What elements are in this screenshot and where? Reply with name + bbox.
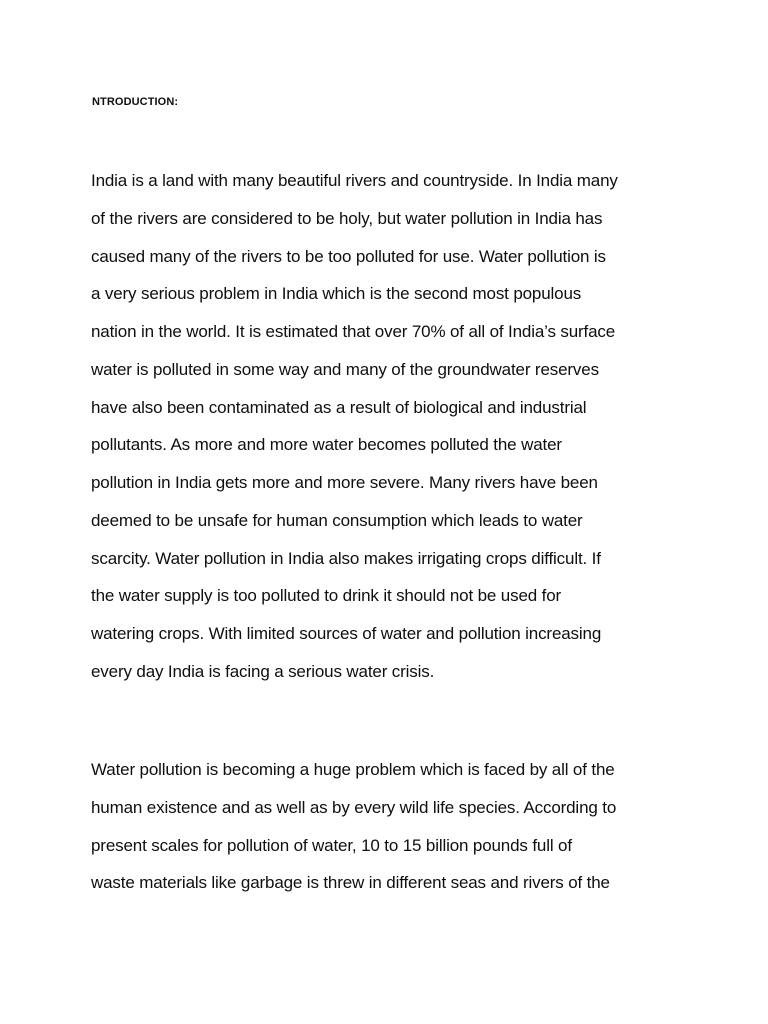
paragraph-line: pollution in India gets more and more severe. Many rivers have been bbox=[91, 473, 598, 492]
paragraph-2 bbox=[91, 759, 691, 910]
paragraph-line: waste materials like garbage is threw in different seas and rivers of the bbox=[91, 873, 610, 893]
paragraph-line: Water pollution is becoming a huge problem which is faced by all of the bbox=[91, 760, 615, 779]
paragraph-line: scarcity. Water pollution in India also makes irrigating crops difficult. If bbox=[91, 548, 601, 568]
paragraph-line: pollutants. As more and more water becomes polluted the water bbox=[91, 435, 562, 455]
paragraph-line: every day India is facing a serious water crisis. bbox=[91, 661, 435, 681]
paragraph-line: India is a land with many beautiful rivers and countryside. In India many bbox=[91, 171, 618, 190]
paragraph-line: a very serious problem in India which is the second most populous bbox=[91, 284, 582, 304]
paragraph-line: of the rivers are considered to be holy, but water pollution in India has bbox=[91, 208, 603, 228]
paragraph-line: the water supply is too polluted to drink it should not be used for bbox=[91, 586, 562, 606]
paragraph-line: present scales for pollution of water, 10 to 15 billion pounds full of bbox=[91, 835, 572, 855]
paragraph-line: have also been contaminated as a result of biological and industrial bbox=[91, 397, 587, 417]
paragraph-1 bbox=[91, 170, 691, 699]
paragraph-line: caused many of the rivers to be too polluted for use. Water pollution is bbox=[91, 246, 606, 266]
paragraph-line: nation in the world. It is estimated that over 70% of all of India’s surface bbox=[91, 322, 616, 341]
paragraph-line: water is polluted in some way and many of the groundwater reserves bbox=[91, 359, 599, 379]
paragraph-line: human existence and as well as by every wild life species. According to bbox=[91, 797, 617, 817]
paragraph-line: watering crops. With limited sources of water and pollution increasing bbox=[91, 624, 602, 643]
document-heading: NTRODUCTION: bbox=[92, 96, 179, 108]
paragraph-line: deemed to be unsafe for human consumption which leads to water bbox=[91, 510, 583, 530]
